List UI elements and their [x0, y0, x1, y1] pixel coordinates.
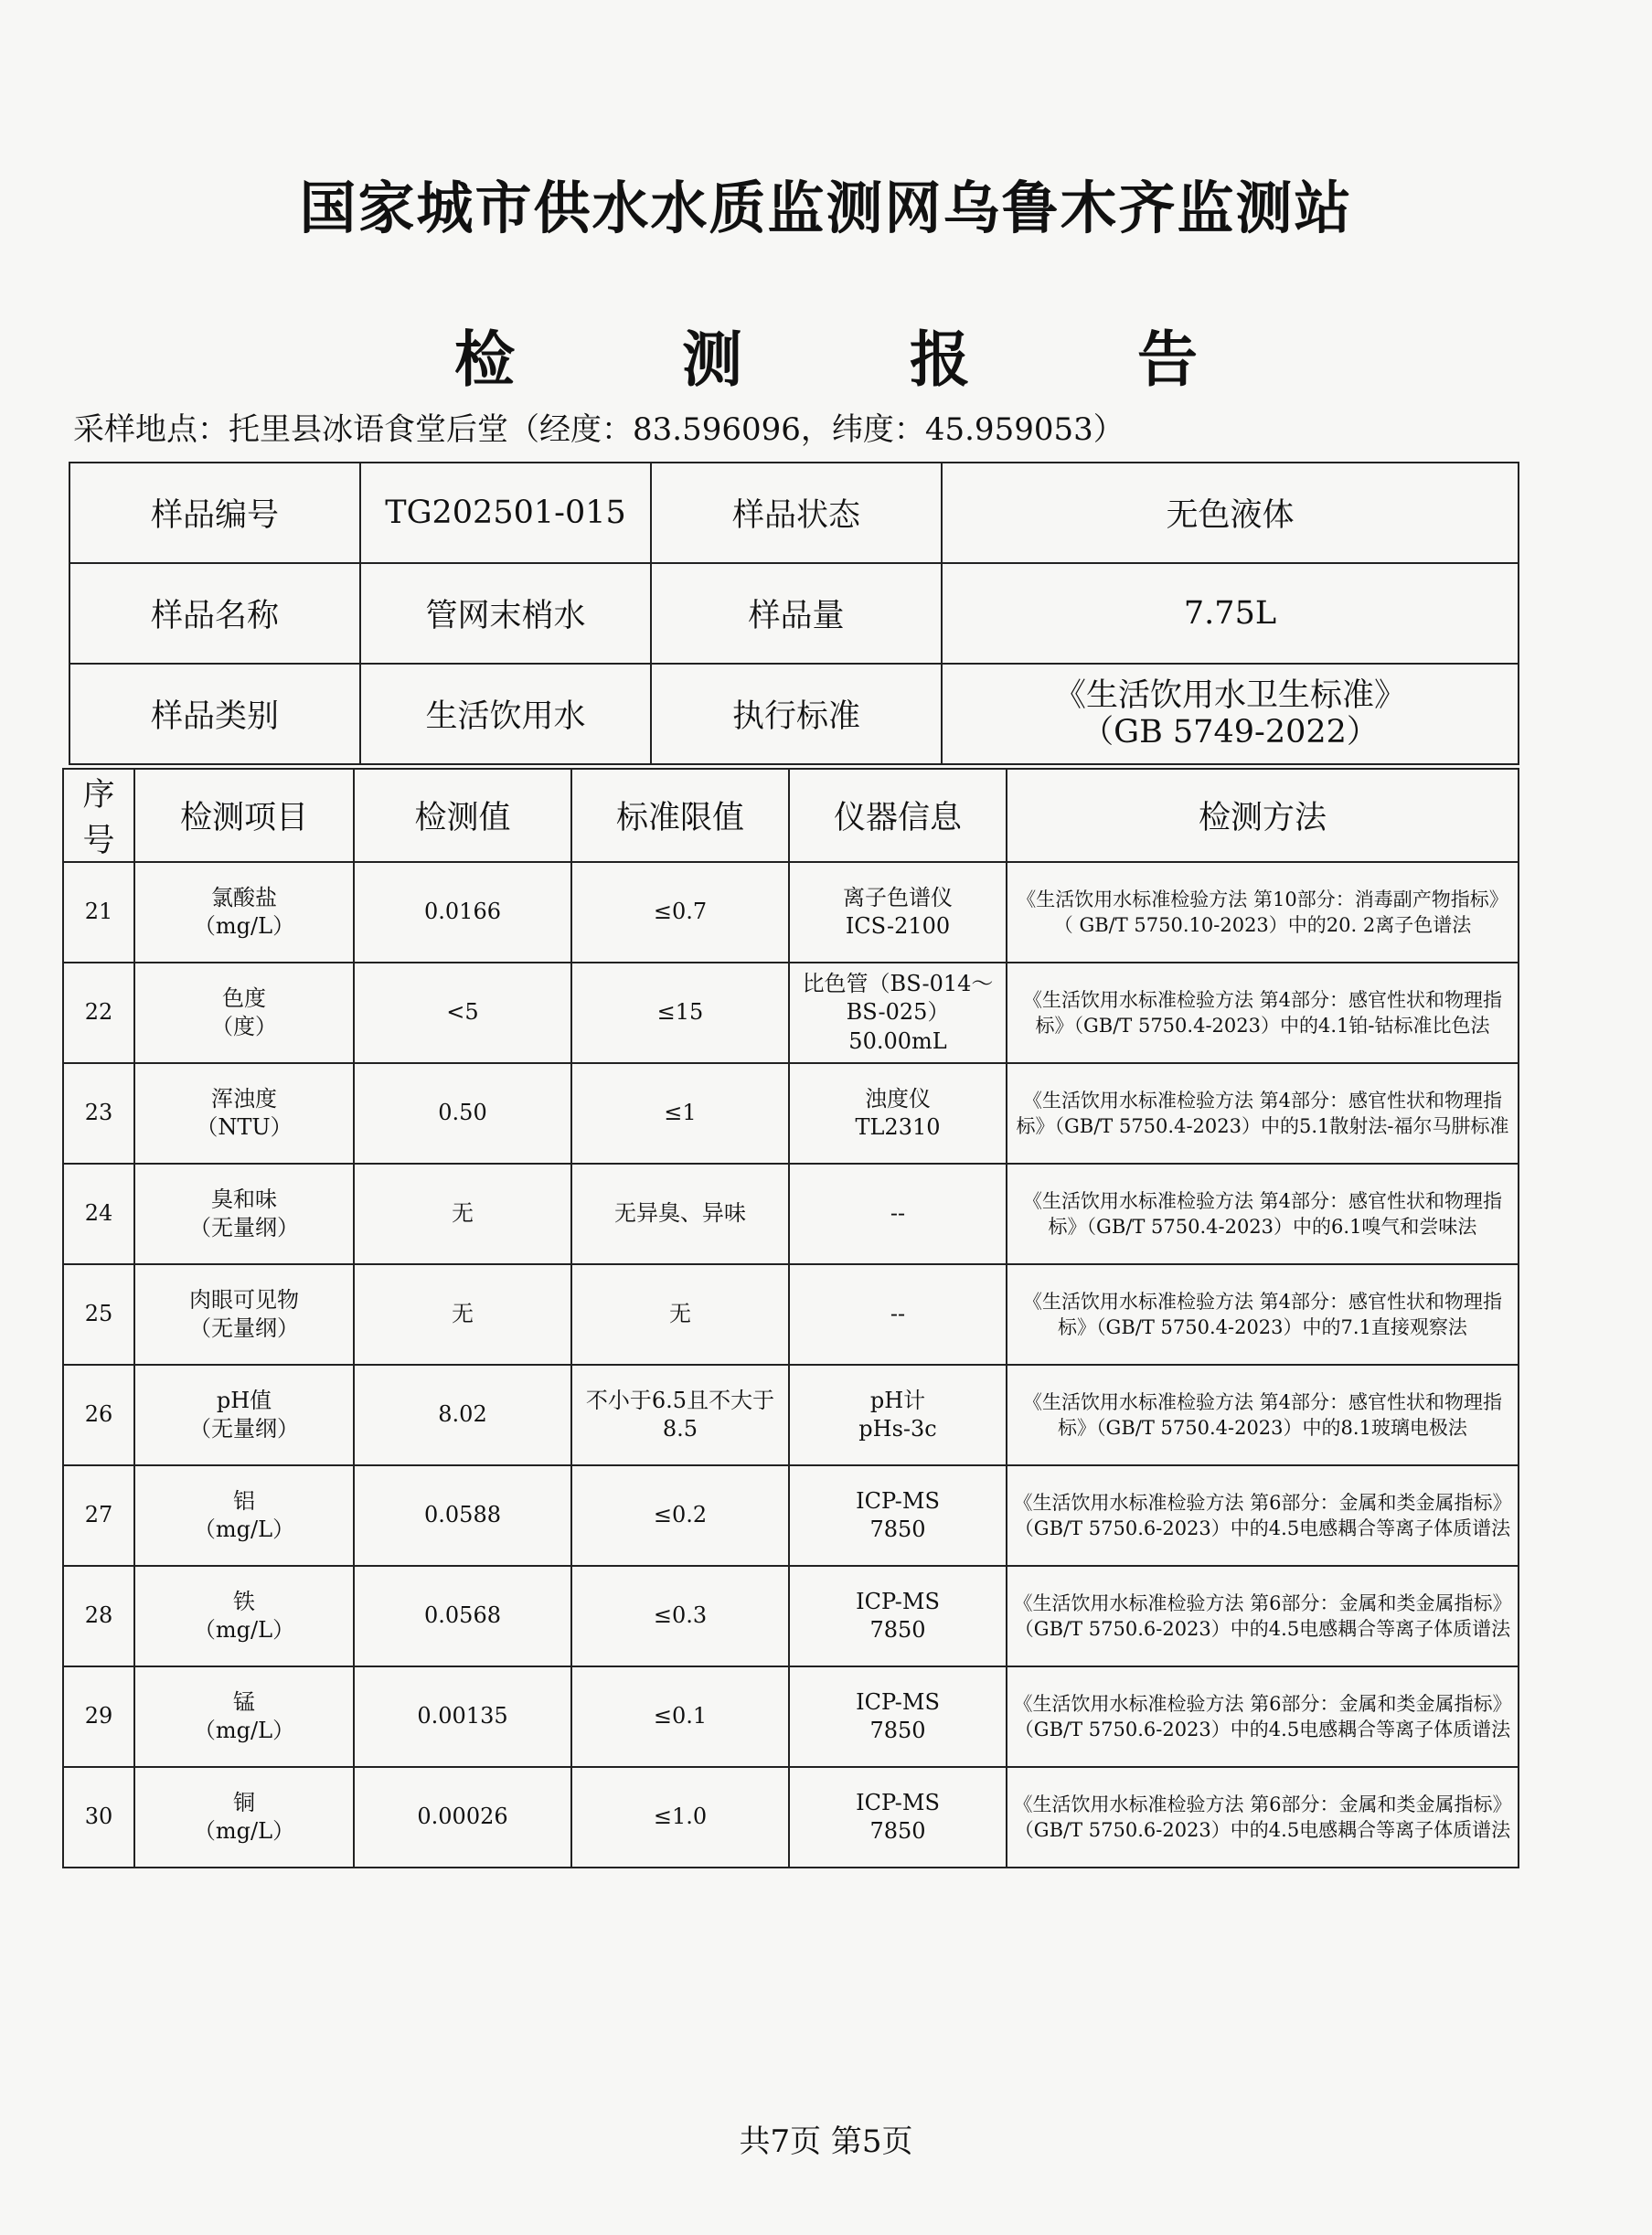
column-header: 序号 — [63, 769, 134, 862]
instrument-line: -- — [890, 1200, 906, 1227]
instrument-info — [789, 963, 1007, 1063]
measured-value: <5 — [354, 963, 571, 1063]
item-name: 氯酸盐 — [211, 884, 277, 910]
instrument-line: 7850 — [869, 1718, 926, 1743]
item-name: 肉眼可见物 — [189, 1286, 299, 1313]
item-name: 臭和味 — [211, 1186, 277, 1212]
measured-value: 0.00135 — [354, 1666, 571, 1767]
sample-state-value: 无色液体 — [942, 463, 1519, 563]
standard-limit: ≤0.1 — [571, 1666, 789, 1767]
test-item — [134, 1063, 354, 1164]
test-method: 《生活饮用水标准检验方法 第4部分：感官性状和物理指标》（GB/T 5750.4-2023）中的7.1直接观察法 — [1007, 1264, 1519, 1365]
table-row — [63, 1465, 1519, 1566]
instrument-info — [789, 1365, 1007, 1465]
standard-name: 《生活饮用水卫生标准》 — [1053, 676, 1406, 714]
standard-label: 执行标准 — [651, 664, 942, 764]
instrument-info — [789, 1666, 1007, 1767]
measured-value: 0.0166 — [354, 862, 571, 963]
column-header: 仪器信息 — [789, 769, 1007, 862]
standard-value — [942, 664, 1519, 764]
standard-code: （GB 5749-2022） — [1082, 714, 1379, 750]
column-header: 检测方法 — [1007, 769, 1519, 862]
standard-limit: ≤0.7 — [571, 862, 789, 963]
measured-value: 0.00026 — [354, 1767, 571, 1868]
item-name: 浑浊度 — [211, 1085, 277, 1112]
item-unit: （mg/L） — [193, 1718, 295, 1743]
sample-state-label: 样品状态 — [651, 463, 942, 563]
instrument-info — [789, 1063, 1007, 1164]
instrument-line: ICP-MS — [856, 1688, 940, 1715]
instrument-line: BS-025） — [846, 999, 950, 1026]
table-row — [63, 1666, 1519, 1767]
test-method: 《生活饮用水标准检验方法 第4部分：感官性状和物理指标》（GB/T 5750.4-2023）中的6.1嗅气和尝味法 — [1007, 1164, 1519, 1264]
table-row — [63, 1767, 1519, 1868]
sample-type-value: 生活饮用水 — [360, 664, 651, 764]
standard-limit: ≤0.3 — [571, 1566, 789, 1666]
item-name: 铝 — [233, 1487, 255, 1514]
item-name: pH值 — [216, 1387, 272, 1413]
instrument-info — [789, 1164, 1007, 1264]
item-unit: （mg/L） — [193, 1818, 295, 1844]
instrument-info — [789, 1566, 1007, 1666]
measured-value: 0.0568 — [354, 1566, 571, 1666]
row-number: 24 — [63, 1164, 134, 1264]
instrument-line: pHs-3c — [858, 1416, 937, 1442]
column-header: 检测值 — [354, 769, 571, 862]
sample-qty-label: 样品量 — [651, 563, 942, 664]
item-name: 铜 — [233, 1789, 255, 1815]
measured-value: 0.0588 — [354, 1465, 571, 1566]
page-number: 共7页 第5页 — [739, 2123, 913, 2160]
row-number: 29 — [63, 1666, 134, 1767]
sample-no-label: 样品编号 — [69, 463, 360, 563]
test-item — [134, 862, 354, 963]
item-unit: （度） — [211, 1014, 277, 1039]
instrument-line: TL2310 — [855, 1114, 941, 1140]
item-unit: （无量纲） — [189, 1416, 299, 1442]
row-number: 25 — [63, 1264, 134, 1365]
column-header: 检测项目 — [134, 769, 354, 862]
row-number: 27 — [63, 1465, 134, 1566]
item-unit: （NTU） — [196, 1114, 293, 1140]
sampling-location: 采样地点：托里县冰语食堂后堂（经度：83.596096，纬度：45.959053） — [73, 411, 1124, 448]
test-method: 《生活饮用水标准检验方法 第4部分：感官性状和物理指标》（GB/T 5750.4-2023）中的8.1玻璃电极法 — [1007, 1365, 1519, 1465]
standard-limit: ≤15 — [571, 963, 789, 1063]
table-row — [63, 1566, 1519, 1666]
measured-value: 0.50 — [354, 1063, 571, 1164]
instrument-info — [789, 1767, 1007, 1868]
table-row — [63, 1264, 1519, 1365]
test-item — [134, 1566, 354, 1666]
row-number: 21 — [63, 862, 134, 963]
instrument-info — [789, 1465, 1007, 1566]
standard-limit: 不小于6.5且不大于8.5 — [571, 1365, 789, 1465]
instrument-line: ICP-MS — [856, 1588, 940, 1614]
test-method: 《生活饮用水标准检验方法 第10部分：消毒副产物指标》（ GB/T 5750.10-2023）中的20. 2离子色谱法 — [1007, 862, 1519, 963]
instrument-line: 7850 — [869, 1818, 926, 1844]
instrument-info — [789, 1264, 1007, 1365]
test-method: 《生活饮用水标准检验方法 第6部分：金属和类金属指标》（GB/T 5750.6-2023）中的4.5电感耦合等离子体质谱法 — [1007, 1566, 1519, 1666]
test-item — [134, 963, 354, 1063]
standard-limit: ≤1.0 — [571, 1767, 789, 1868]
organization-title: 国家城市供水水质监测网乌鲁木齐监测站 — [299, 175, 1353, 241]
instrument-line: 比色管（BS-014～ — [802, 971, 994, 997]
instrument-line: 50.00mL — [848, 1027, 947, 1054]
row-number: 28 — [63, 1566, 134, 1666]
item-unit: （mg/L） — [193, 1617, 295, 1643]
row-number: 26 — [63, 1365, 134, 1465]
test-item — [134, 1465, 354, 1566]
test-method: 《生活饮用水标准检验方法 第4部分：感官性状和物理指标》（GB/T 5750.4-2023）中的5.1散射法-福尔马肼标准 — [1007, 1063, 1519, 1164]
test-method: 《生活饮用水标准检验方法 第6部分：金属和类金属指标》（GB/T 5750.6-2023）中的4.5电感耦合等离子体质谱法 — [1007, 1767, 1519, 1868]
sample-qty-value: 7.75L — [942, 563, 1519, 664]
measured-value: 8.02 — [354, 1365, 571, 1465]
instrument-line: 浊度仪 — [865, 1085, 931, 1112]
measured-value: 无 — [354, 1264, 571, 1365]
standard-limit: 无异臭、异味 — [571, 1164, 789, 1264]
standard-limit: ≤1 — [571, 1063, 789, 1164]
table-row — [63, 1164, 1519, 1264]
item-name: 锰 — [233, 1688, 255, 1715]
item-unit: （mg/L） — [193, 1517, 295, 1542]
table-row — [63, 862, 1519, 963]
row-number: 30 — [63, 1767, 134, 1868]
item-name: 铁 — [233, 1588, 255, 1614]
test-item — [134, 1365, 354, 1465]
instrument-info — [789, 862, 1007, 963]
sample-no-value: TG202501-015 — [360, 463, 651, 563]
sample-info-table — [69, 462, 1519, 765]
table-header-row — [63, 769, 1519, 862]
instrument-line: 7850 — [869, 1517, 926, 1542]
test-item — [134, 1767, 354, 1868]
instrument-line: ICP-MS — [856, 1789, 940, 1815]
instrument-line: -- — [890, 1301, 906, 1327]
instrument-line: pH计 — [869, 1387, 926, 1413]
item-unit: （无量纲） — [189, 1315, 299, 1341]
test-method: 《生活饮用水标准检验方法 第6部分：金属和类金属指标》（GB/T 5750.6-2023）中的4.5电感耦合等离子体质谱法 — [1007, 1465, 1519, 1566]
results-table — [62, 768, 1519, 1868]
instrument-line: 7850 — [869, 1617, 926, 1643]
measured-value: 无 — [354, 1164, 571, 1264]
instrument-line: 离子色谱仪 — [843, 884, 953, 910]
column-header: 标准限值 — [571, 769, 789, 862]
sample-name-value: 管网末梢水 — [360, 563, 651, 664]
report-title: 检 测 报 告 — [454, 325, 1271, 395]
row-number: 23 — [63, 1063, 134, 1164]
item-name: 色度 — [222, 984, 266, 1011]
row-number: 22 — [63, 963, 134, 1063]
standard-limit: 无 — [571, 1264, 789, 1365]
item-unit: （无量纲） — [189, 1215, 299, 1240]
sample-type-label: 样品类别 — [69, 664, 360, 764]
item-unit: （mg/L） — [193, 913, 295, 939]
table-row — [63, 963, 1519, 1063]
test-item — [134, 1164, 354, 1264]
test-item — [134, 1666, 354, 1767]
table-row — [63, 1063, 1519, 1164]
instrument-line: ICP-MS — [856, 1487, 940, 1514]
instrument-line: ICS-2100 — [845, 913, 951, 939]
test-method: 《生活饮用水标准检验方法 第4部分：感官性状和物理指标》（GB/T 5750.4-2023）中的4.1铂-钴标准比色法 — [1007, 963, 1519, 1063]
sample-name-label: 样品名称 — [69, 563, 360, 664]
table-row — [63, 1365, 1519, 1465]
test-item — [134, 1264, 354, 1365]
test-method: 《生活饮用水标准检验方法 第6部分：金属和类金属指标》（GB/T 5750.6-2023）中的4.5电感耦合等离子体质谱法 — [1007, 1666, 1519, 1767]
standard-limit: ≤0.2 — [571, 1465, 789, 1566]
